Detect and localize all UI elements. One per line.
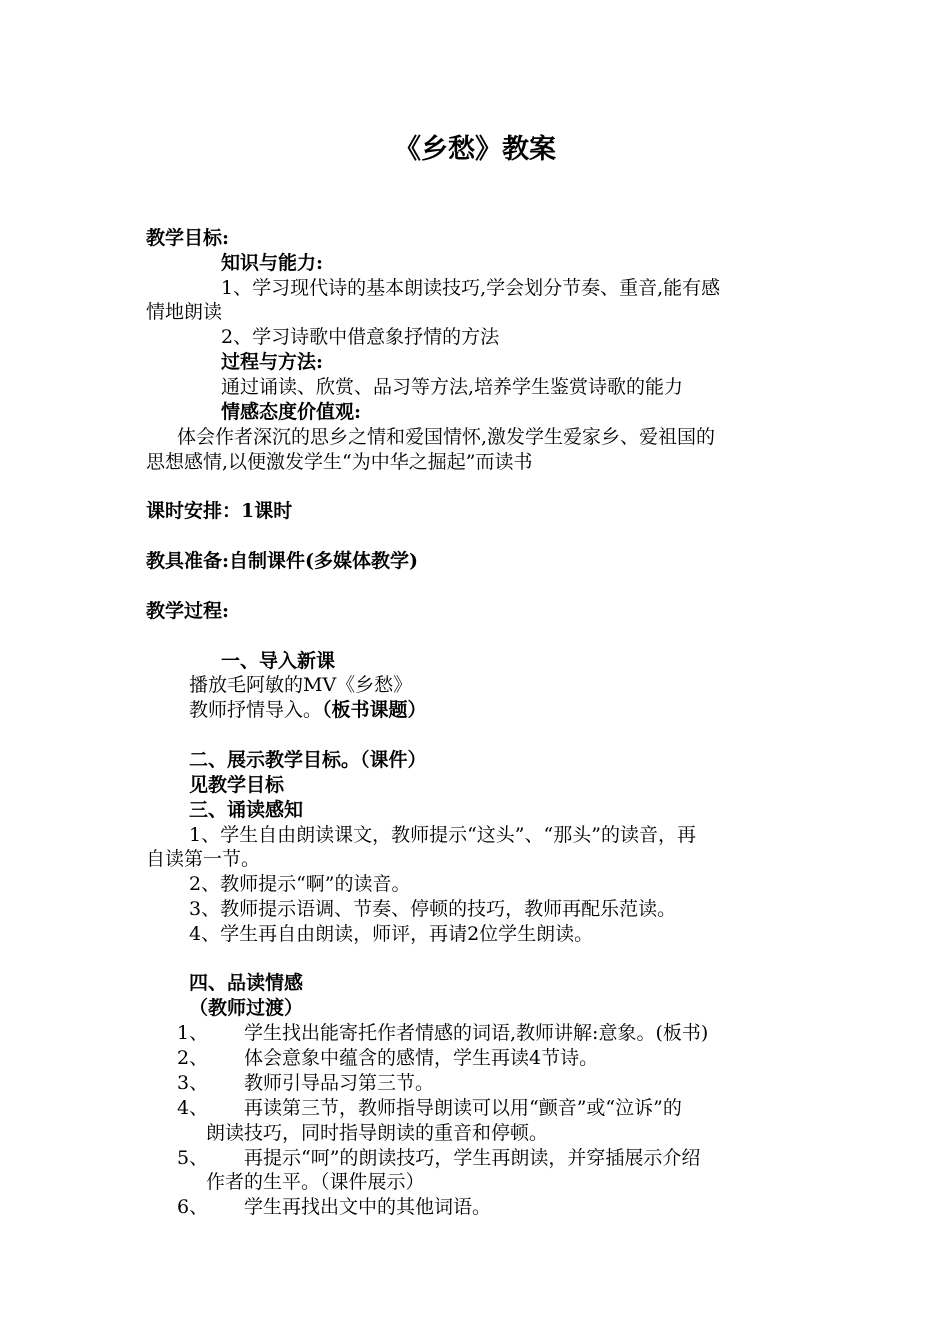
page-title: 《乡愁》教案 <box>394 134 556 165</box>
emotion-text: 体会作者深沉的思乡之情和爱国情怀,激发学生爱家乡、爱祖国的 <box>177 426 716 448</box>
objectives-heading: 教学目标: <box>146 227 230 249</box>
section-1-line-2 <box>189 698 427 722</box>
list-item-number: 4、 <box>177 1097 209 1119</box>
list-item-text: 再提示“呵”的朗读技巧，学生再朗读，并穿插展示介绍 <box>244 1147 701 1169</box>
section-2-line: 见教学目标 <box>189 774 285 796</box>
section-4-heading: 四、品读情感 <box>189 972 304 994</box>
list-item-number: 3、 <box>177 1072 209 1094</box>
section-1-line-2-text: 教师抒情导入。 <box>189 699 323 721</box>
section-1-heading: 一、导入新课 <box>221 650 336 672</box>
section-3-item-3: 3、教师提示语调、节奏、停顿的技巧，教师再配乐范读。 <box>189 898 677 920</box>
knowledge-item-1-cont: 情地朗读 <box>146 301 223 323</box>
list-item-text-cont: 朗读技巧，同时指导朗读的重音和停顿。 <box>206 1122 549 1144</box>
knowledge-item-2: 2、学习诗歌中借意象抒情的方法 <box>221 326 500 348</box>
list-item-number: 2、 <box>177 1047 209 1069</box>
section-3-item-4: 4、学生再自由朗读，师评，再请2位学生朗读。 <box>189 923 594 945</box>
list-item-text: 学生找出能寄托作者情感的词语,教师讲解:意象。(板书) <box>244 1022 709 1044</box>
section-2-heading: 二、展示教学目标。（课件） <box>189 749 427 771</box>
section-3-heading: 三、诵读感知 <box>189 799 304 821</box>
process-heading: 教学过程: <box>146 600 230 622</box>
list-item-number: 6、 <box>177 1196 209 1218</box>
section-3-item-1: 1、学生自由朗读课文，教师提示“这头”、“那头”的读音，再 <box>189 824 696 846</box>
schedule-line: 课时安排：1课时 <box>146 500 293 522</box>
list-item-text: 教师引导品习第三节。 <box>244 1072 435 1094</box>
tools-line: 教具准备:自制课件(多媒体教学) <box>146 550 418 572</box>
list-item-text: 体会意象中蕴含的感情，学生再读4节诗。 <box>244 1047 599 1069</box>
list-item-number: 5、 <box>177 1147 209 1169</box>
section-3-item-1-cont: 自读第一节。 <box>146 848 261 870</box>
section-3-item-2: 2、教师提示“啊”的读音。 <box>189 873 411 895</box>
list-item-number: 1、 <box>177 1022 209 1044</box>
section-1-line-2-note: （板书课题） <box>322 699 427 721</box>
knowledge-item-1: 1、学习现代诗的基本朗读技巧,学会划分节奏、重音,能有感 <box>221 277 721 299</box>
knowledge-heading: 知识与能力: <box>221 252 324 274</box>
process-method-text: 通过诵读、欣赏、品习等方法,培养学生鉴赏诗歌的能力 <box>221 376 684 398</box>
section-4-subheading: （教师过渡） <box>189 997 304 1019</box>
process-method-heading: 过程与方法: <box>221 351 324 373</box>
list-item-text: 学生再找出文中的其他词语。 <box>244 1196 492 1218</box>
section-1-line-1: 播放毛阿敏的MV《乡愁》 <box>189 674 413 696</box>
list-item-text: 再读第三节，教师指导朗读可以用“颤音”或“泣诉”的 <box>244 1097 682 1119</box>
list-item-text-cont: 作者的生平。（课件展示） <box>206 1171 425 1193</box>
emotion-heading: 情感态度价值观: <box>221 401 362 423</box>
emotion-text-cont: 思想感情,以便激发学生“为中华之掘起”而读书 <box>146 451 533 473</box>
